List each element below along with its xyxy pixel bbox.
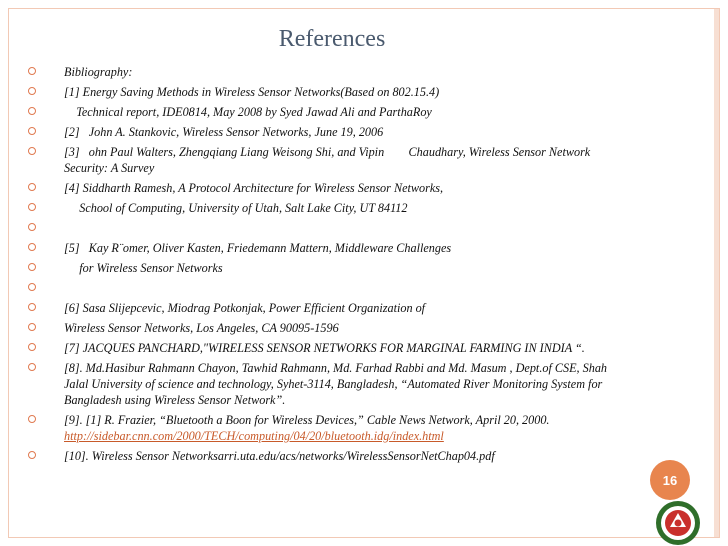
bullet-circle-icon — [28, 223, 36, 231]
reference-text: Wireless Sensor Networks, Los Angeles, CA 90095-1596 — [64, 321, 339, 335]
reference-item — [28, 240, 628, 256]
reference-text: [3] ohn Paul Walters, Zhengqiang Liang Weisong Shi, and Vipin Chaudhary, Wireless Sensor Network Security: A Survey — [64, 145, 594, 175]
reference-text: [5] Kay R¨omer, Oliver Kasten, Friedemann Mattern, Middleware Challenges — [64, 241, 452, 255]
slide-number-badge: 16 — [650, 460, 690, 500]
reference-text: Bibliography: — [64, 65, 133, 79]
reference-text: [6] Sasa Slijepcevic, Miodrag Potkonjak, Power Efficient Organization of — [64, 301, 426, 315]
bullet-circle-icon — [28, 243, 36, 251]
bullet-circle-icon — [28, 87, 36, 95]
reference-item — [28, 84, 628, 100]
bullet-circle-icon — [28, 303, 36, 311]
reference-item-empty — [28, 220, 628, 236]
reference-list — [28, 64, 628, 468]
reference-text: [2] John A. Stankovic, Wireless Sensor Networks, June 19, 2006 — [64, 125, 384, 139]
reference-text: [8]. Md.Hasibur Rahmann Chayon, Tawhid Rahmann, Md. Farhad Rabbi and Md. Masum , Dept.of CSE, Shah Jalal University of science and technology, Syhet-3114, Bangladesh, “Automated River Monitoring System for Bangladesh using Wireless Sensor Network”. — [64, 361, 608, 407]
reference-text: Technical report, IDE0814, May 2008 by Syed Jawad Ali and ParthaRoy — [64, 105, 432, 119]
bullet-circle-icon — [28, 203, 36, 211]
reference-text: [7] JACQUES PANCHARD,"WIRELESS SENSOR NETWORKS FOR MARGINAL FARMING IN INDIA “. — [64, 341, 585, 355]
bullet-circle-icon — [28, 183, 36, 191]
reference-item — [28, 412, 628, 444]
bullet-circle-icon — [28, 451, 36, 459]
bullet-circle-icon — [28, 67, 36, 75]
reference-item — [28, 124, 628, 140]
reference-item — [28, 104, 628, 120]
bullet-circle-icon — [28, 363, 36, 371]
reference-item-empty — [28, 280, 628, 296]
reference-text: for Wireless Sensor Networks — [64, 261, 223, 275]
bullet-circle-icon — [28, 415, 36, 423]
reference-item — [28, 200, 628, 216]
reference-item — [28, 64, 628, 80]
bullet-circle-icon — [28, 283, 36, 291]
bullet-circle-icon — [28, 107, 36, 115]
bullet-circle-icon — [28, 263, 36, 271]
bullet-circle-icon — [28, 343, 36, 351]
reference-text: [1] Energy Saving Methods in Wireless Sensor Networks(Based on 802.15.4) — [64, 85, 440, 99]
reference-link[interactable]: http://sidebar.cnn.com/2000/TECH/computing/04/20/bluetooth.idg/index.html — [64, 429, 444, 443]
university-seal-icon — [655, 500, 701, 546]
slide-title: References — [278, 26, 386, 52]
reference-text: [10]. Wireless Sensor Networksarri.uta.edu/acs/networks/WirelessSensorNetChap04.pdf — [64, 449, 495, 463]
bullet-circle-icon — [28, 127, 36, 135]
reference-item — [28, 144, 628, 176]
bullet-circle-icon — [28, 147, 36, 155]
reference-text: [9]. [1] R. Frazier, “Bluetooth a Boon for Wireless Devices,” Cable News Network, April 20, 2000. — [64, 413, 550, 427]
reference-item — [28, 448, 628, 464]
slide-right-bar — [714, 9, 719, 537]
reference-item — [28, 260, 628, 276]
reference-item — [28, 320, 628, 336]
reference-text: School of Computing, University of Utah, Salt Lake City, UT 84112 — [64, 201, 408, 215]
bullet-circle-icon — [28, 323, 36, 331]
reference-text: [4] Siddharth Ramesh, A Protocol Architecture for Wireless Sensor Networks, — [64, 181, 444, 195]
reference-item — [28, 300, 628, 316]
reference-item — [28, 340, 628, 356]
reference-item — [28, 180, 628, 196]
reference-item — [28, 360, 628, 408]
